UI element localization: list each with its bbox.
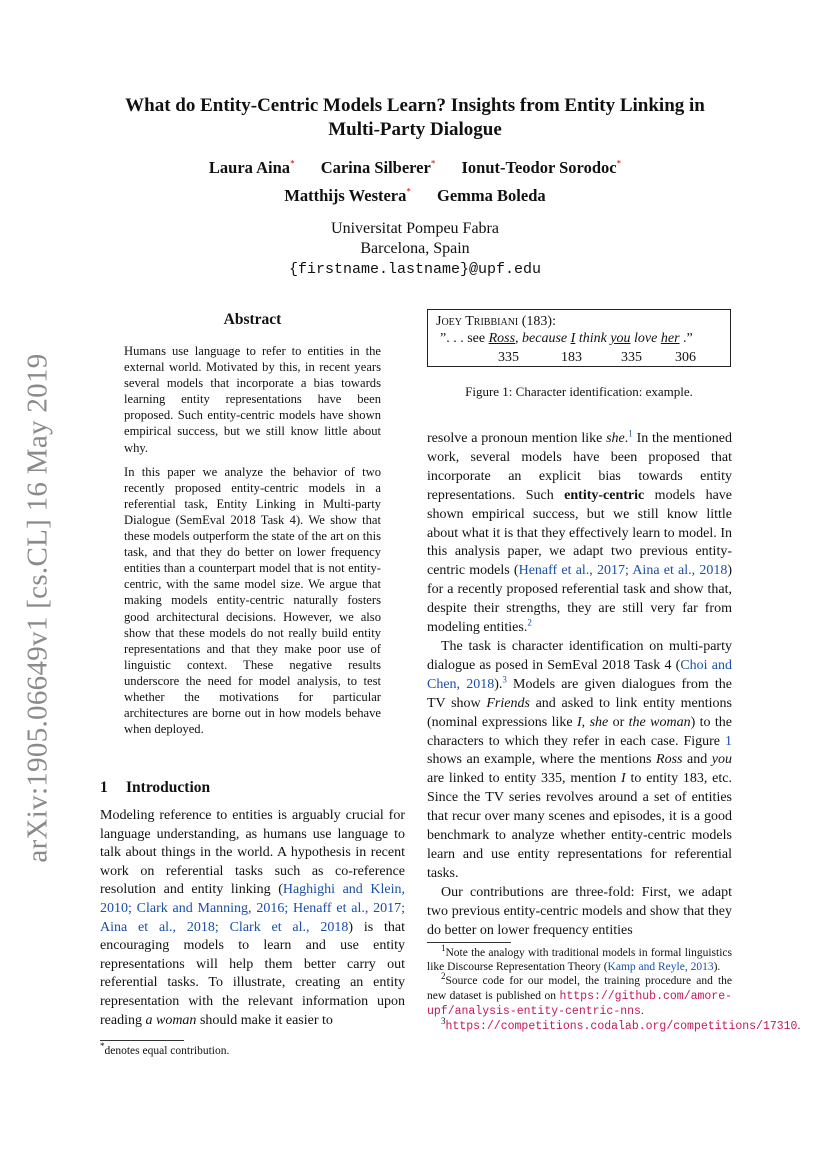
author: Ionut-Teodor Sorodoc*: [461, 158, 622, 177]
author: Gemma Boleda: [437, 186, 546, 205]
footnote-3: $^3$https://competitions.codalab.org/competitions/17310.: [441, 1016, 801, 1034]
right-column-text: [427, 430, 732, 940]
footnote-2: $^2$Source code for our model, the training procedure and the new dataset is published on https://github.com/amore-upf/analysis-entity-centric-nns.: [427, 971, 732, 1018]
abstract-body: [124, 343, 381, 745]
entity-id: 306: [675, 350, 696, 365]
footnote-1: $^1$Note the analogy with traditional models in formal linguistics like Discourse Representation Theory (Kamp and Reyle, 2013).: [427, 943, 732, 974]
author-line-2: [100, 186, 730, 206]
author: Laura Aina*: [208, 158, 295, 177]
github-link[interactable]: https://github.com/amore-upf/analysis-entity-centric-nns: [427, 989, 732, 1018]
citation-link[interactable]: Choi and Chen, 2018: [427, 657, 732, 692]
utterance: ”. . . see Ross, because I think you love her .”: [440, 331, 693, 346]
affiliation-email: {firstname.lastname}@upf.edu: [288, 261, 542, 278]
arxiv-identifier: arXiv:1905.06649v1 [cs.CL] 16 May 2019: [21, 353, 54, 863]
entity-id: 335: [498, 350, 519, 365]
footnote-divider: [427, 942, 511, 943]
citation-link[interactable]: Henaff et al., 2017; Aina et al., 2018: [518, 563, 728, 579]
abstract-heading: Abstract: [223, 311, 282, 328]
figure-1-box: [427, 309, 731, 367]
affiliation-location: Barcelona, Spain: [360, 240, 470, 257]
paragraph: The task is character identification on multi-party dialogue as posed in SemEval 2018 Task 4 (Choi and Chen, 2018).$^3$ Models are given dialogues from the TV show Friends and asked to link entity mentions (nominal expressions like I, she or the woman) to the characters to which they refer in each case. Figure 1 shows an example, where the mentions Ross and you are linked to entity 335, mention I to entity 183, etc. Since the TV series revolves around a set of entities that recur over many scenes and episodes, it is a good benchmark to analyze whether entity-centric models learn and use entity representations for referential tasks.: [427, 638, 733, 881]
paragraph: resolve a pronoun mention like she.$^1$ In the mentioned work, several models have been proposed that incorporate an explicit bias towards entity representations. Such entity-centric models have shown empirical success, but we still know little about what it is that they effectively learn to model. In this analysis paper, we adapt two previous entity-centric models (Henaff et al., 2017; Aina et al., 2018) for a recently proposed referential task and show that, despite their strengths, they are still very far from modeling entities.$^2$: [427, 428, 733, 636]
paragraph: Our contributions are three-fold: First, we adapt two previous entity-centric models and show that they do better on lower frequency entities: [427, 884, 732, 938]
abstract-paragraph: Humans use language to refer to entities in the external world. Motivated by this, in recent years several models that incorporate a bias towards learning entity representations have been proposed. Such entity-centric models have shown empirical success, but we still know little about why.: [124, 344, 381, 455]
author: Carina Silberer*: [320, 158, 436, 177]
codalab-link[interactable]: https://competitions.codalab.org/competitions/17310: [445, 1020, 798, 1034]
speaker-label: Joey Tribbiani (183):: [436, 314, 556, 329]
figure-caption: Figure 1: Character identification: example.: [465, 384, 693, 399]
author-line-1: [100, 158, 730, 178]
entity-id: 183: [561, 350, 582, 365]
footnote-divider: [100, 1040, 184, 1041]
arxiv-sidebar: [0, 0, 60, 1171]
section-heading: 1 Introduction: [100, 779, 211, 796]
intro-paragraph: Modeling reference to entities is arguably crucial for language understanding, as humans use language to talk about things in the world. A hypothesis in recent work on referential tasks such as co-reference resolution and entity linking (Haghighi and Klein, 2010; Clark and Manning, 2016; Henaff et al., 2017; Aina et al., 2018; Clark et al., 2018) is that encouraging models to learn and use entity representations will help them better carry out referential tasks. To illustrate, creating an entity representation with the relevant information upon reading a woman should make it easier to: [100, 808, 405, 1028]
entity-id: 335: [621, 350, 642, 365]
affiliation-institution: Universitat Pompeu Fabra: [331, 220, 499, 237]
author: Matthijs Westera*: [284, 186, 411, 205]
figure-ref-link[interactable]: 1: [725, 733, 732, 749]
abstract-paragraph: In this paper we analyze the behavior of two recently proposed entity-centric models in a referential task, Entity Linking in Multi-party Dialogue (SemEval 2018 Task 4). We show that these models outperform the state of the art on this task, and that they do better on lower frequency entities than a counterpart model that is not entity-centric, with the same model size. We argue that making models entity-centric naturally fosters good architectural decisions. However, we also show that these models do not really build entity representations and that they make poor use of linguistic context. These negative results underscore the need for model analysis, to test whether the motivations for particular architectures are borne out in how models behave when deployed.: [124, 464, 381, 737]
citation-link[interactable]: Kamp and Reyle, 2013: [607, 961, 714, 974]
footnotes: [427, 943, 801, 1034]
paper-title: What do Entity-Centric Models Learn? Insights from Entity Linking in Multi-Party Dialogue: [125, 95, 705, 140]
citation-link[interactable]: Haghighi and Klein, 2010; Clark and Manning, 2016; Henaff et al., 2017; Aina et al., 2018; Clark et al., 2018: [100, 882, 405, 935]
footnote-equal-contribution: *denotes equal contribution.: [100, 1041, 230, 1057]
